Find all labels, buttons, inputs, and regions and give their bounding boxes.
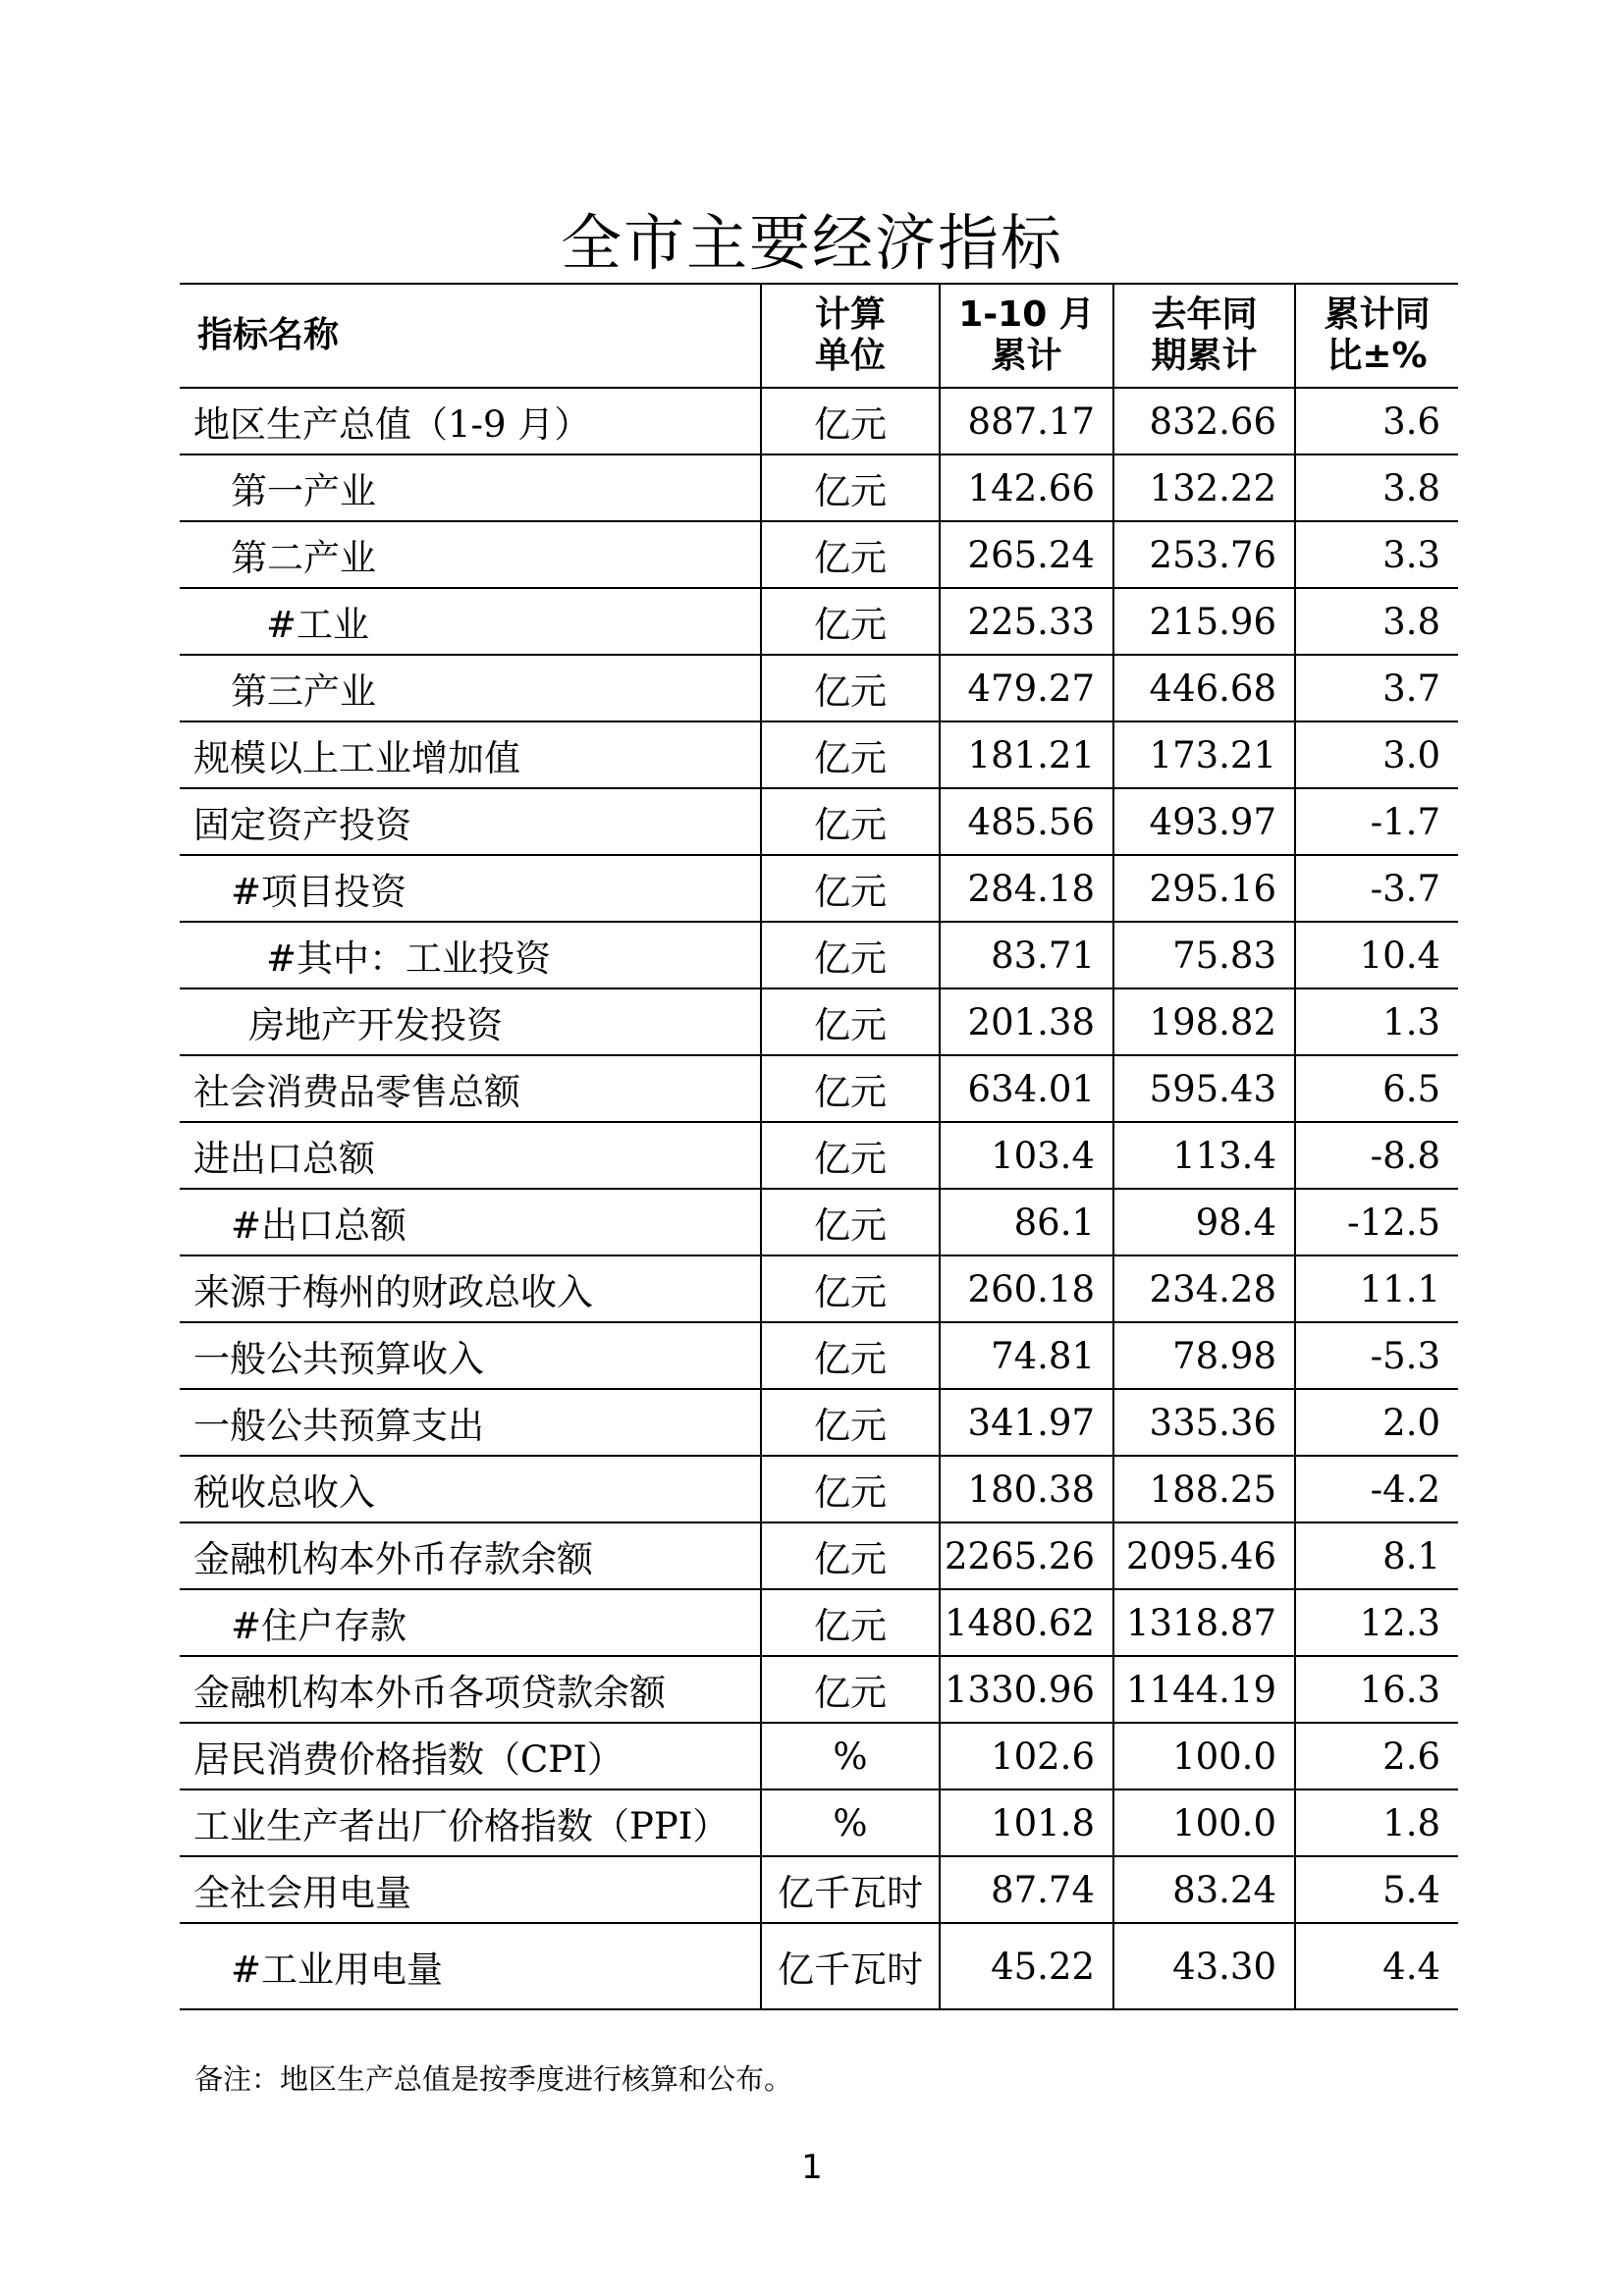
footnote: 备注：地区生产总值是按季度进行核算和公布。 (194, 2062, 793, 2096)
unit-cell: 亿千瓦时 (761, 1856, 940, 1923)
indicator-name-cell: 全社会用电量 (180, 1856, 761, 1923)
indicator-table (180, 283, 1458, 2010)
header-unit: 计算 单位 (761, 284, 940, 388)
yoy-change-cell: 3.6 (1295, 388, 1458, 454)
unit-cell: 亿元 (761, 1589, 940, 1656)
current-value-cell: 180.38 (940, 1456, 1113, 1522)
current-value-cell: 284.18 (940, 855, 1113, 922)
unit-cell: 亿元 (761, 1122, 940, 1189)
current-value-cell: 887.17 (940, 388, 1113, 454)
indicator-name-cell: 社会消费品零售总额 (180, 1055, 761, 1122)
yoy-change-cell: 4.4 (1295, 1923, 1458, 2009)
table-row (180, 1923, 1458, 2009)
indicator-name-cell: 居民消费价格指数（CPI） (180, 1723, 761, 1789)
table-row (180, 1122, 1458, 1189)
yoy-change-cell: 10.4 (1295, 922, 1458, 988)
indicator-name-cell: 来源于梅州的财政总收入 (180, 1255, 761, 1322)
yoy-change-cell: 3.0 (1295, 721, 1458, 788)
table-row (180, 1055, 1458, 1122)
indicator-name-cell: #住户存款 (180, 1589, 761, 1656)
indicator-name-cell: 工业生产者出厂价格指数（PPI） (180, 1789, 761, 1856)
previous-value-cell: 234.28 (1113, 1255, 1295, 1322)
current-value-cell: 101.8 (940, 1789, 1113, 1856)
current-value-cell: 225.33 (940, 588, 1113, 655)
indicator-name-cell: 税收总收入 (180, 1456, 761, 1522)
previous-value-cell: 83.24 (1113, 1856, 1295, 1923)
indicator-name-cell: #其中：工业投资 (180, 922, 761, 988)
previous-value-cell: 1318.87 (1113, 1589, 1295, 1656)
table-row (180, 1322, 1458, 1389)
unit-cell: % (761, 1789, 940, 1856)
unit-cell: 亿元 (761, 988, 940, 1055)
yoy-change-cell: -4.2 (1295, 1456, 1458, 1522)
previous-value-cell: 295.16 (1113, 855, 1295, 922)
current-value-cell: 181.21 (940, 721, 1113, 788)
unit-cell: 亿元 (761, 1322, 940, 1389)
current-value-cell: 485.56 (940, 788, 1113, 855)
current-value-cell: 201.38 (940, 988, 1113, 1055)
unit-cell: 亿元 (761, 1255, 940, 1322)
table-row (180, 1522, 1458, 1589)
indicator-name-cell: #项目投资 (180, 855, 761, 922)
table-row (180, 788, 1458, 855)
previous-value-cell: 335.36 (1113, 1389, 1295, 1456)
table-row (180, 922, 1458, 988)
indicator-name-cell: 固定资产投资 (180, 788, 761, 855)
header-indicator-name: 指标名称 (180, 284, 761, 388)
table-row (180, 721, 1458, 788)
table-row (180, 1389, 1458, 1456)
current-value-cell: 45.22 (940, 1923, 1113, 2009)
unit-cell: 亿元 (761, 388, 940, 454)
previous-value-cell: 215.96 (1113, 588, 1295, 655)
previous-value-cell: 100.0 (1113, 1723, 1295, 1789)
yoy-change-cell: 1.8 (1295, 1789, 1458, 1856)
yoy-change-cell: 3.3 (1295, 521, 1458, 588)
yoy-change-cell: -3.7 (1295, 855, 1458, 922)
yoy-change-cell: 2.0 (1295, 1389, 1458, 1456)
current-value-cell: 86.1 (940, 1189, 1113, 1255)
current-value-cell: 260.18 (940, 1255, 1113, 1322)
unit-cell: 亿元 (761, 454, 940, 521)
table-row (180, 454, 1458, 521)
table-row (180, 1189, 1458, 1255)
table-row (180, 1723, 1458, 1789)
unit-cell: 亿元 (761, 1456, 940, 1522)
previous-value-cell: 100.0 (1113, 1789, 1295, 1856)
previous-value-cell: 832.66 (1113, 388, 1295, 454)
previous-value-cell: 113.4 (1113, 1122, 1295, 1189)
indicator-name-cell: #工业用电量 (180, 1923, 761, 2009)
yoy-change-cell: -8.8 (1295, 1122, 1458, 1189)
unit-cell: 亿元 (761, 721, 940, 788)
unit-cell: 亿元 (761, 1189, 940, 1255)
current-value-cell: 1480.62 (940, 1589, 1113, 1656)
indicator-name-cell: 第一产业 (180, 454, 761, 521)
yoy-change-cell: -1.7 (1295, 788, 1458, 855)
yoy-change-cell: 3.7 (1295, 655, 1458, 721)
table-row (180, 655, 1458, 721)
yoy-change-cell: 12.3 (1295, 1589, 1458, 1656)
previous-value-cell: 132.22 (1113, 454, 1295, 521)
yoy-change-cell: 6.5 (1295, 1055, 1458, 1122)
table-header-row (180, 284, 1458, 388)
previous-value-cell: 198.82 (1113, 988, 1295, 1055)
table-row (180, 588, 1458, 655)
indicator-name-cell: 金融机构本外币存款余额 (180, 1522, 761, 1589)
yoy-change-cell: 8.1 (1295, 1522, 1458, 1589)
previous-value-cell: 173.21 (1113, 721, 1295, 788)
indicator-name-cell: 一般公共预算支出 (180, 1389, 761, 1456)
indicator-name-cell: 第二产业 (180, 521, 761, 588)
yoy-change-cell: 11.1 (1295, 1255, 1458, 1322)
yoy-change-cell: 1.3 (1295, 988, 1458, 1055)
indicator-name-cell: 一般公共预算收入 (180, 1322, 761, 1389)
current-value-cell: 74.81 (940, 1322, 1113, 1389)
yoy-change-cell: 2.6 (1295, 1723, 1458, 1789)
current-value-cell: 479.27 (940, 655, 1113, 721)
unit-cell: 亿元 (761, 655, 940, 721)
indicator-name-cell: 地区生产总值（1-9 月） (180, 388, 761, 454)
indicator-name-cell: 规模以上工业增加值 (180, 721, 761, 788)
unit-cell: 亿元 (761, 1055, 940, 1122)
current-value-cell: 142.66 (940, 454, 1113, 521)
page-number: 1 (801, 2148, 823, 2187)
indicator-name-cell: 房地产开发投资 (180, 988, 761, 1055)
previous-value-cell: 595.43 (1113, 1055, 1295, 1122)
unit-cell: 亿元 (761, 588, 940, 655)
previous-value-cell: 43.30 (1113, 1923, 1295, 2009)
indicator-name-cell: #出口总额 (180, 1189, 761, 1255)
table-row (180, 388, 1458, 454)
indicator-name-cell: 第三产业 (180, 655, 761, 721)
unit-cell: 亿元 (761, 1522, 940, 1589)
unit-cell: 亿元 (761, 1656, 940, 1723)
current-value-cell: 1330.96 (940, 1656, 1113, 1723)
current-value-cell: 102.6 (940, 1723, 1113, 1789)
unit-cell: 亿元 (761, 922, 940, 988)
previous-value-cell: 98.4 (1113, 1189, 1295, 1255)
table-row (180, 1589, 1458, 1656)
indicator-name-cell: 金融机构本外币各项贷款余额 (180, 1656, 761, 1723)
yoy-change-cell: 5.4 (1295, 1856, 1458, 1923)
table-row (180, 1656, 1458, 1723)
table-row (180, 855, 1458, 922)
previous-value-cell: 75.83 (1113, 922, 1295, 988)
previous-value-cell: 493.97 (1113, 788, 1295, 855)
yoy-change-cell: 3.8 (1295, 454, 1458, 521)
table-row (180, 1789, 1458, 1856)
table-row (180, 988, 1458, 1055)
current-value-cell: 341.97 (940, 1389, 1113, 1456)
previous-value-cell: 188.25 (1113, 1456, 1295, 1522)
unit-cell: 亿元 (761, 521, 940, 588)
table-row (180, 1456, 1458, 1522)
unit-cell: 亿千瓦时 (761, 1923, 940, 2009)
yoy-change-cell: -12.5 (1295, 1189, 1458, 1255)
table-row (180, 521, 1458, 588)
previous-value-cell: 2095.46 (1113, 1522, 1295, 1589)
header-current-cumulative: 1-10 月 累计 (940, 284, 1113, 388)
current-value-cell: 634.01 (940, 1055, 1113, 1122)
current-value-cell: 83.71 (940, 922, 1113, 988)
table-row (180, 1255, 1458, 1322)
page-title: 全市主要经济指标 (560, 207, 1063, 279)
current-value-cell: 265.24 (940, 521, 1113, 588)
current-value-cell: 2265.26 (940, 1522, 1113, 1589)
yoy-change-cell: -5.3 (1295, 1322, 1458, 1389)
previous-value-cell: 1144.19 (1113, 1656, 1295, 1723)
current-value-cell: 87.74 (940, 1856, 1113, 1923)
previous-value-cell: 253.76 (1113, 521, 1295, 588)
yoy-change-cell: 16.3 (1295, 1656, 1458, 1723)
previous-value-cell: 446.68 (1113, 655, 1295, 721)
header-previous-cumulative: 去年同 期累计 (1113, 284, 1295, 388)
indicator-name-cell: #工业 (180, 588, 761, 655)
current-value-cell: 103.4 (940, 1122, 1113, 1189)
unit-cell: 亿元 (761, 1389, 940, 1456)
header-yoy-change: 累计同 比±% (1295, 284, 1458, 388)
table-row (180, 1856, 1458, 1923)
unit-cell: 亿元 (761, 855, 940, 922)
previous-value-cell: 78.98 (1113, 1322, 1295, 1389)
yoy-change-cell: 3.8 (1295, 588, 1458, 655)
unit-cell: 亿元 (761, 788, 940, 855)
indicator-name-cell: 进出口总额 (180, 1122, 761, 1189)
unit-cell: % (761, 1723, 940, 1789)
